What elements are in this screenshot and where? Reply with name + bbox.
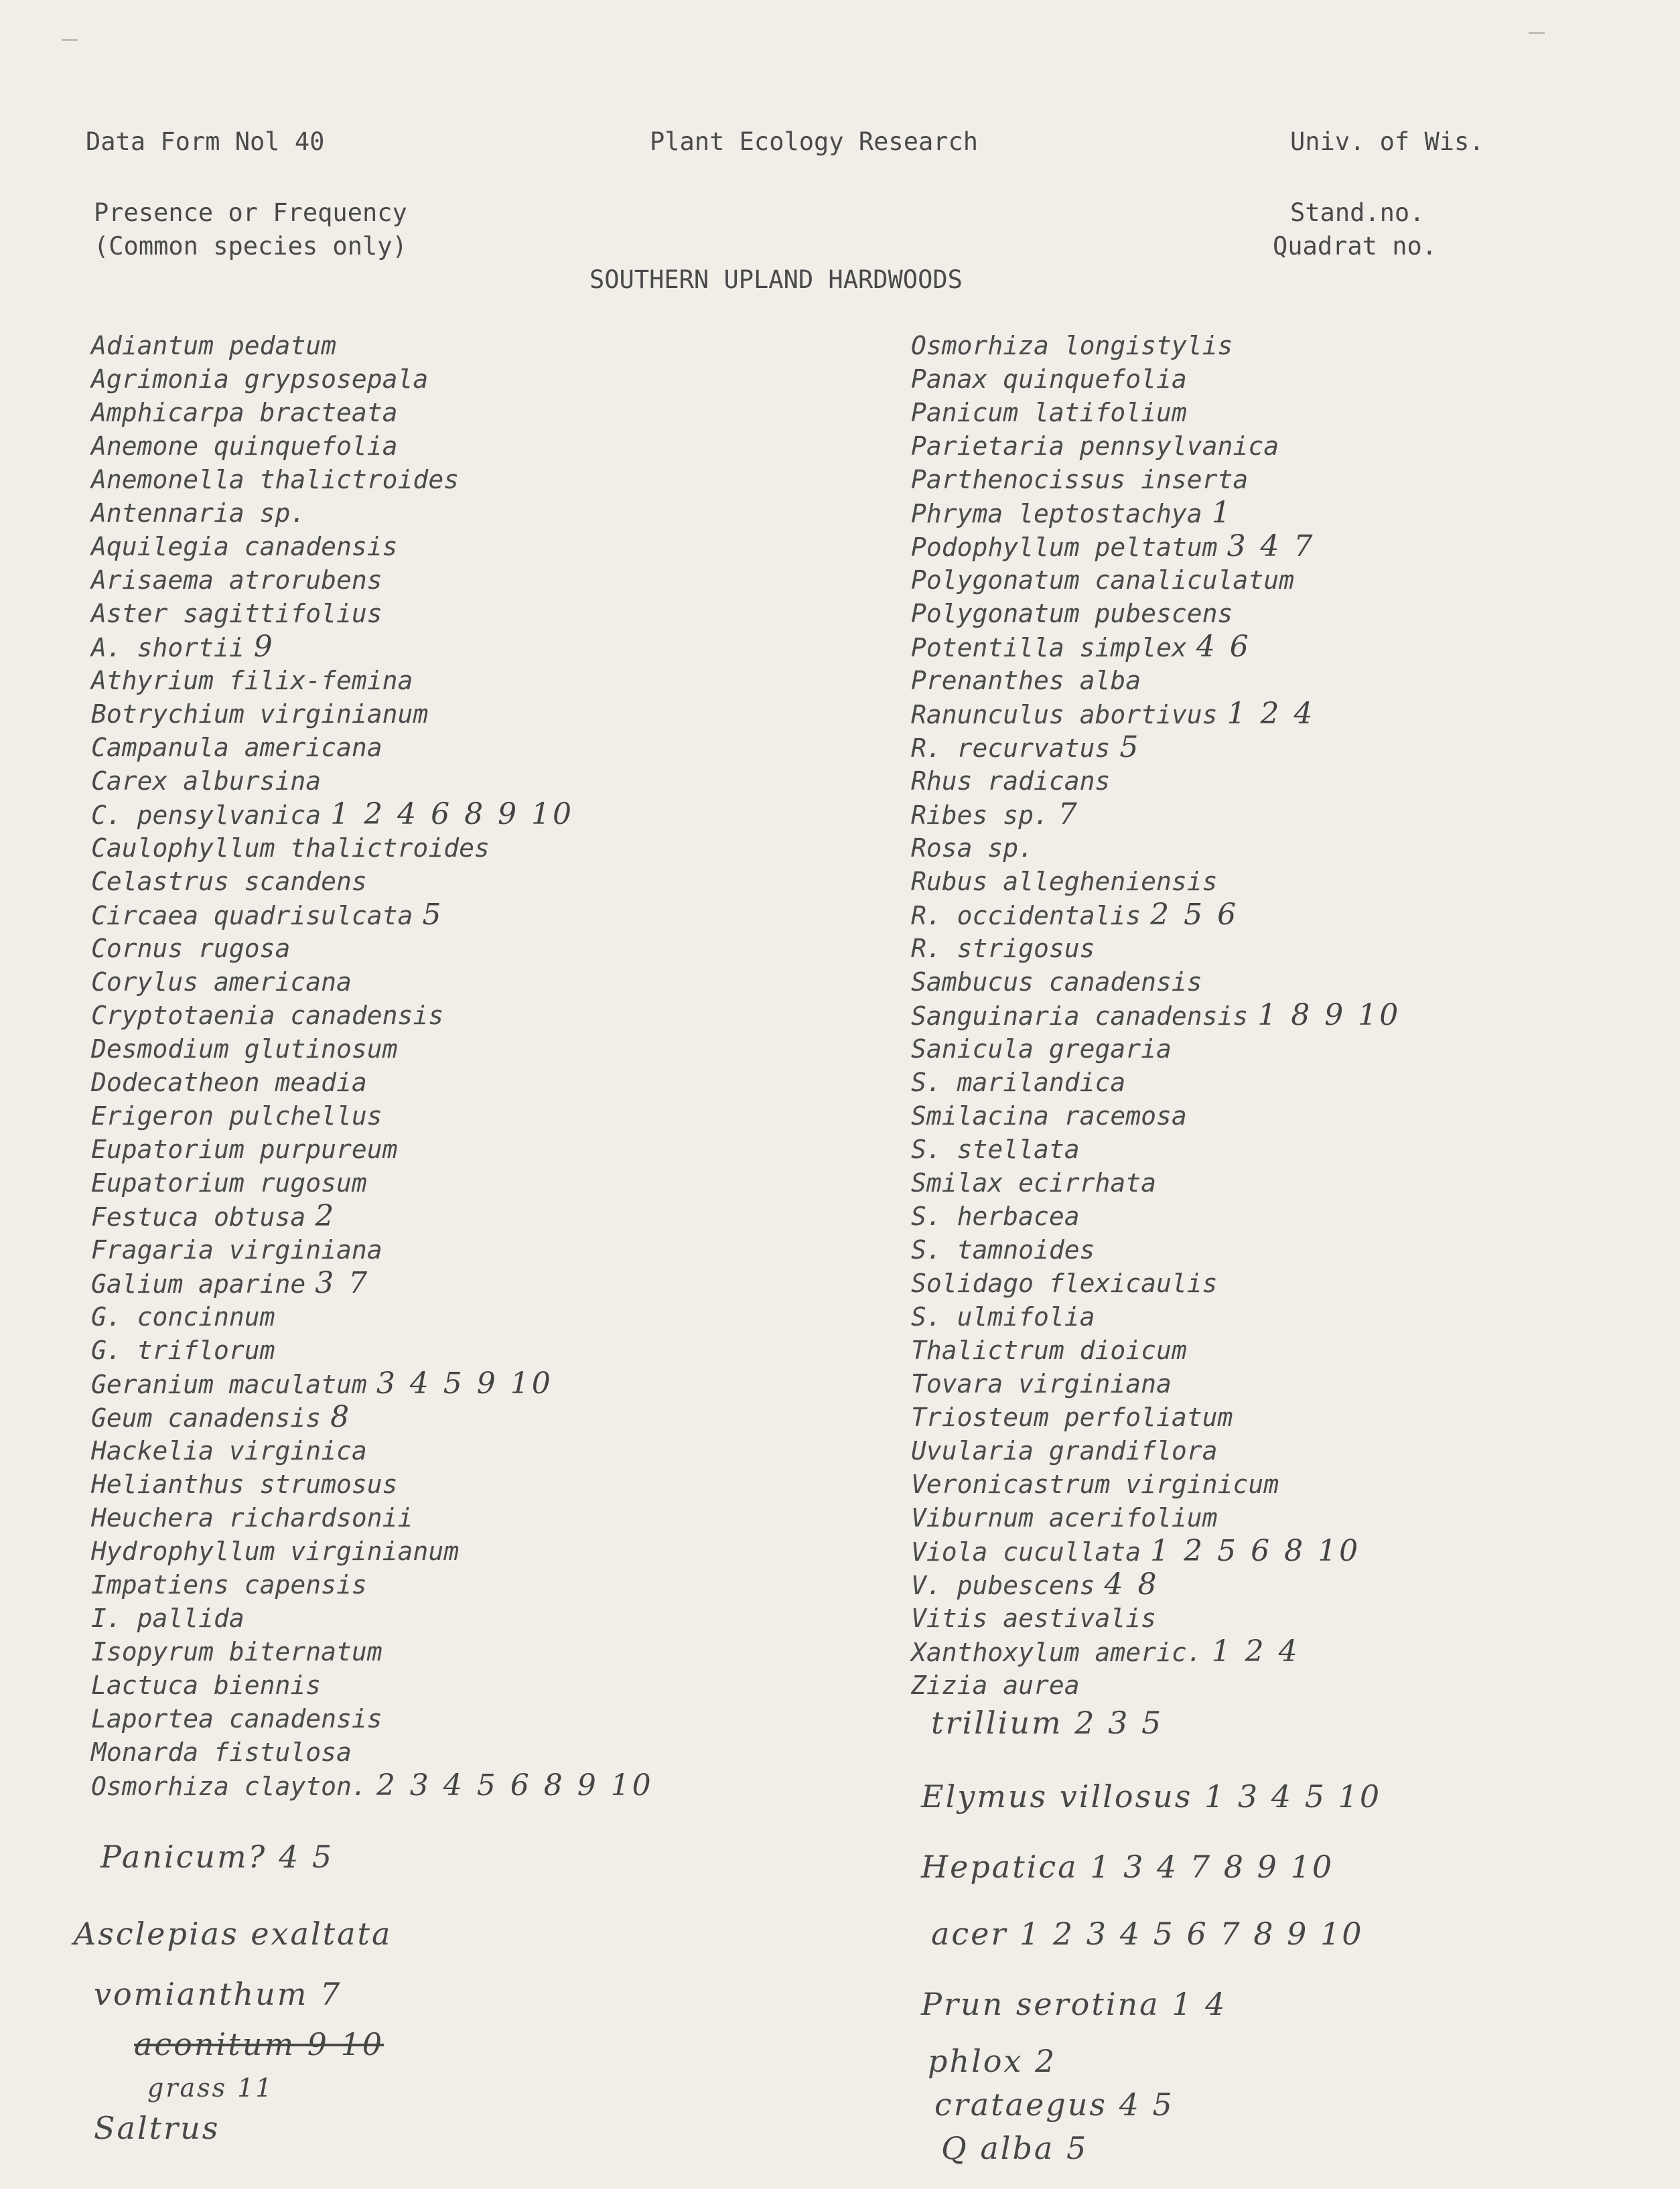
species-row [91, 329, 654, 362]
species-name: Dodecatheon meadia [91, 1068, 367, 1097]
species-name: Impatiens capensis [91, 1570, 367, 1600]
species-row [911, 898, 1401, 932]
species-row [91, 1568, 654, 1602]
species-name: Polygonatum canaliculatum [911, 565, 1294, 595]
species-name: R. recurvatus [911, 733, 1111, 763]
handwritten-note: trillium 2 3 5 [931, 1705, 1164, 1741]
species-row [911, 664, 1401, 697]
species-name: Agrimonia grypsosepala [91, 364, 429, 394]
species-row [911, 362, 1401, 396]
species-name: Erigeron pulchellus [91, 1101, 382, 1131]
species-row [911, 1501, 1401, 1535]
form-number: Data Form Nol 40 [86, 127, 325, 156]
species-list-right [911, 329, 1401, 1702]
species-row [91, 999, 654, 1032]
species-name: S. marilandica [911, 1068, 1126, 1097]
species-name: Circaea quadrisulcata [91, 901, 413, 930]
species-row [91, 496, 654, 530]
species-row [911, 429, 1401, 463]
species-row [91, 563, 654, 597]
species-row [911, 630, 1401, 664]
species-row [91, 798, 654, 831]
species-row [911, 932, 1401, 965]
quadrat-frequency-note: 4 6 [1196, 630, 1251, 664]
handwritten-note: Q alba 5 [941, 2130, 1089, 2166]
species-row [91, 1099, 654, 1133]
species-name: Osmorhiza longistylis [911, 331, 1233, 360]
species-name: Isopyrum biternatum [91, 1637, 382, 1667]
species-row [91, 764, 654, 798]
species-row [911, 764, 1401, 798]
species-name: Geum canadensis [91, 1403, 322, 1433]
species-row [91, 1468, 654, 1501]
species-name: S. stellata [911, 1135, 1080, 1164]
species-name: Smilax ecirrhata [911, 1168, 1157, 1198]
quadrat-frequency-note: 3 4 5 9 10 [376, 1366, 553, 1401]
species-name: R. occidentalis [911, 901, 1141, 930]
species-name: I. pallida [91, 1604, 244, 1633]
handwritten-note: Elymus villosus 1 3 4 5 10 [921, 1778, 1382, 1815]
quadrat-number-label: Quadrat no. [1273, 232, 1438, 261]
species-row [91, 1300, 654, 1334]
species-row [911, 496, 1401, 530]
species-row [91, 1602, 654, 1635]
species-name: Xanthoxylum americ. [911, 1638, 1202, 1667]
species-name: Phryma leptostachya [911, 499, 1202, 528]
common-species-label: (Common species only) [94, 232, 407, 261]
species-name: Carex albursina [91, 766, 322, 796]
species-row [911, 731, 1401, 764]
handwritten-note: Saltrus [94, 2110, 220, 2146]
species-name: Corylus americana [91, 967, 352, 997]
species-name: Panicum latifolium [911, 398, 1187, 427]
species-row [911, 697, 1401, 731]
species-row [91, 1367, 654, 1401]
species-row [91, 396, 654, 429]
species-name: Vitis aestivalis [911, 1604, 1157, 1633]
species-name: Polygonatum pubescens [911, 599, 1233, 628]
quadrat-frequency-note: 1 2 4 6 8 9 10 [330, 797, 575, 831]
species-name: Anemone quinquefolia [91, 431, 398, 461]
species-name: Veronicastrum virginicum [911, 1470, 1279, 1499]
species-row [91, 1769, 654, 1803]
species-name: Helianthus strumosus [91, 1470, 398, 1499]
quadrat-frequency-note: 5 [422, 898, 444, 932]
species-row [91, 831, 654, 865]
handwritten-note: Asclepias exaltata [74, 1916, 393, 1952]
quadrat-frequency-note: 1 8 9 10 [1257, 998, 1401, 1032]
species-name: G. triflorum [91, 1336, 275, 1365]
species-row [911, 798, 1401, 831]
species-name: A. shortii [91, 633, 244, 662]
species-row [91, 865, 654, 898]
species-name: Adiantum pedatum [91, 331, 337, 360]
species-row [911, 1166, 1401, 1200]
species-name: Sambucus canadensis [911, 967, 1202, 997]
species-row [911, 1434, 1401, 1468]
handwritten-note: crataegus 4 5 [934, 2087, 1174, 2123]
species-name: Viola cucullata [911, 1537, 1141, 1567]
species-name: Geranium maculatum [91, 1370, 367, 1399]
quadrat-frequency-note: 1 2 5 6 8 10 [1150, 1534, 1361, 1568]
species-row [911, 1568, 1401, 1602]
species-name: Osmorhiza clayton. [91, 1772, 367, 1801]
species-row [91, 898, 654, 932]
species-name: Galium aparine [91, 1269, 306, 1299]
species-name: Hydrophyllum virginianum [91, 1537, 460, 1566]
university: Univ. of Wis. [1290, 127, 1484, 156]
species-name: Potentilla simplex [911, 633, 1187, 662]
species-row [911, 1066, 1401, 1099]
organization: Plant Ecology Research [650, 127, 979, 156]
species-name: Parthenocissus inserta [911, 465, 1249, 494]
species-name: Aster sagittifolius [91, 599, 382, 628]
species-name: G. concinnum [91, 1302, 275, 1332]
species-row [91, 1669, 654, 1702]
species-name: Thalictrum dioicum [911, 1336, 1187, 1365]
scan-mark [1529, 32, 1545, 34]
species-name: R. strigosus [911, 934, 1095, 963]
species-row [91, 1133, 654, 1166]
handwritten-note: Prun serotina 1 4 [921, 1986, 1227, 2022]
species-name: Rhus radicans [911, 766, 1111, 796]
species-name: Podophyllum peltatum [911, 533, 1218, 562]
species-row [91, 630, 654, 664]
species-name: Cornus rugosa [91, 934, 291, 963]
species-row [911, 1669, 1401, 1702]
species-row [91, 1032, 654, 1066]
species-name: Lactuca biennis [91, 1671, 322, 1700]
page-title: SOUTHERN UPLAND HARDWOODS [589, 265, 963, 294]
species-row [911, 831, 1401, 865]
species-row [911, 1133, 1401, 1166]
species-row [91, 1736, 654, 1769]
species-name: Festuca obtusa [91, 1202, 306, 1232]
species-row [91, 1434, 654, 1468]
species-name: Viburnum acerifolium [911, 1503, 1218, 1533]
species-name: Zizia aurea [911, 1671, 1080, 1700]
stand-number-label: Stand.no. [1290, 198, 1425, 227]
species-name: Desmodium glutinosum [91, 1034, 398, 1064]
handwritten-note: acer 1 2 3 4 5 6 7 8 9 10 [931, 1916, 1364, 1952]
species-row [91, 429, 654, 463]
species-row [91, 530, 654, 563]
presence-label: Presence or Frequency [94, 198, 407, 227]
species-row [911, 1099, 1401, 1133]
species-row [911, 965, 1401, 999]
species-name: Prenanthes alba [911, 666, 1141, 695]
quadrat-frequency-note: 8 [330, 1400, 352, 1434]
species-row [91, 664, 654, 697]
species-row [911, 1468, 1401, 1501]
species-row [911, 1300, 1401, 1334]
quadrat-frequency-note: 3 7 [315, 1266, 370, 1300]
species-name: Sanicula gregaria [911, 1034, 1172, 1064]
species-row [91, 965, 654, 999]
species-name: Campanula americana [91, 733, 382, 762]
species-row [911, 329, 1401, 362]
species-row [91, 1200, 654, 1233]
species-row [91, 731, 654, 764]
species-name: Caulophyllum thalictroides [91, 833, 490, 863]
species-name: Cryptotaenia canadensis [91, 1001, 444, 1030]
handwritten-note: phlox 2 [928, 2043, 1057, 2079]
species-row [911, 1367, 1401, 1401]
species-row [911, 1535, 1401, 1568]
species-name: Eupatorium rugosum [91, 1168, 367, 1198]
handwritten-note: Panicum? 4 5 [100, 1839, 334, 1875]
species-name: Monarda fistulosa [91, 1738, 352, 1767]
species-name: S. ulmifolia [911, 1302, 1095, 1332]
quadrat-frequency-note: 1 2 4 [1227, 697, 1316, 731]
quadrat-frequency-note: 5 [1119, 730, 1141, 764]
quadrat-frequency-note: 4 8 [1104, 1567, 1160, 1602]
quadrat-frequency-note: 9 [253, 630, 275, 664]
species-row [911, 1267, 1401, 1300]
quadrat-frequency-note: 7 [1058, 797, 1080, 831]
species-name: Parietaria pennsylvanica [911, 431, 1279, 461]
species-row [91, 1267, 654, 1300]
species-name: Smilacina racemosa [911, 1101, 1187, 1131]
species-row [911, 865, 1401, 898]
quadrat-frequency-note: 2 [315, 1199, 337, 1233]
species-row [911, 1334, 1401, 1367]
scan-mark [62, 39, 78, 41]
species-name: S. herbacea [911, 1202, 1080, 1231]
handwritten-note: Hepatica 1 3 4 7 8 9 10 [921, 1849, 1334, 1885]
species-row [911, 1200, 1401, 1233]
species-name: Heuchera richardsonii [91, 1503, 413, 1533]
species-row [911, 999, 1401, 1032]
species-name: Rubus allegheniensis [911, 867, 1218, 896]
species-row [91, 1635, 654, 1669]
species-row [911, 1401, 1401, 1434]
quadrat-frequency-note: 2 5 6 [1150, 898, 1239, 932]
species-row [91, 1501, 654, 1535]
species-name: Solidago flexicaulis [911, 1269, 1218, 1298]
species-name: Rosa sp. [911, 833, 1034, 863]
species-name: Hackelia virginica [91, 1436, 367, 1466]
species-row [91, 362, 654, 396]
species-name: C. pensylvanica [91, 800, 322, 830]
species-name: Ribes sp. [911, 800, 1049, 830]
species-name: Fragaria virginiana [91, 1235, 382, 1265]
species-name: Antennaria sp. [91, 498, 306, 528]
quadrat-frequency-note: 1 2 4 [1211, 1634, 1300, 1669]
species-name: Arisaema atrorubens [91, 565, 382, 595]
species-name: Eupatorium purpureum [91, 1135, 398, 1164]
species-name: Triosteum perfoliatum [911, 1403, 1233, 1432]
handwritten-note: vomianthum 7 [94, 1976, 342, 2012]
species-name: Sanguinaria canadensis [911, 1001, 1249, 1031]
species-name: Athyrium filix-femina [91, 666, 413, 695]
species-row [91, 1233, 654, 1267]
species-name: Uvularia grandiflora [911, 1436, 1218, 1466]
species-row [91, 1401, 654, 1434]
species-name: V. pubescens [911, 1571, 1095, 1600]
species-name: Aquilegia canadensis [91, 532, 398, 561]
species-row [91, 463, 654, 496]
species-name: Botrychium virginianum [91, 699, 429, 729]
species-row [911, 597, 1401, 630]
species-name: Celastrus scandens [91, 867, 367, 896]
handwritten-note: aconitum 9 10 [134, 2026, 384, 2062]
species-row [911, 463, 1401, 496]
species-row [91, 1066, 654, 1099]
species-name: Anemonella thalictroides [91, 465, 460, 494]
handwritten-note: grass 11 [147, 2073, 274, 2103]
species-name: Tovara virginiana [911, 1369, 1172, 1399]
species-row [911, 1233, 1401, 1267]
quadrat-frequency-note: 2 3 4 5 6 8 9 10 [376, 1768, 654, 1803]
quadrat-frequency-note: 1 [1211, 496, 1233, 530]
species-row [91, 597, 654, 630]
species-name: Panax quinquefolia [911, 364, 1187, 394]
species-row [911, 396, 1401, 429]
species-row [91, 1334, 654, 1367]
species-name: Amphicarpa bracteata [91, 398, 398, 427]
species-row [911, 1032, 1401, 1066]
species-row [911, 563, 1401, 597]
species-row [91, 1166, 654, 1200]
species-row [91, 932, 654, 965]
species-row [91, 1535, 654, 1568]
quadrat-frequency-note: 3 4 7 [1227, 529, 1316, 563]
species-name: Ranunculus abortivus [911, 700, 1218, 729]
species-row [911, 1602, 1401, 1635]
species-row [911, 1635, 1401, 1669]
species-list-left [91, 329, 654, 1803]
species-name: Laportea canadensis [91, 1704, 382, 1734]
species-row [911, 530, 1401, 563]
species-row [91, 697, 654, 731]
species-name: S. tamnoides [911, 1235, 1095, 1265]
species-row [91, 1702, 654, 1736]
